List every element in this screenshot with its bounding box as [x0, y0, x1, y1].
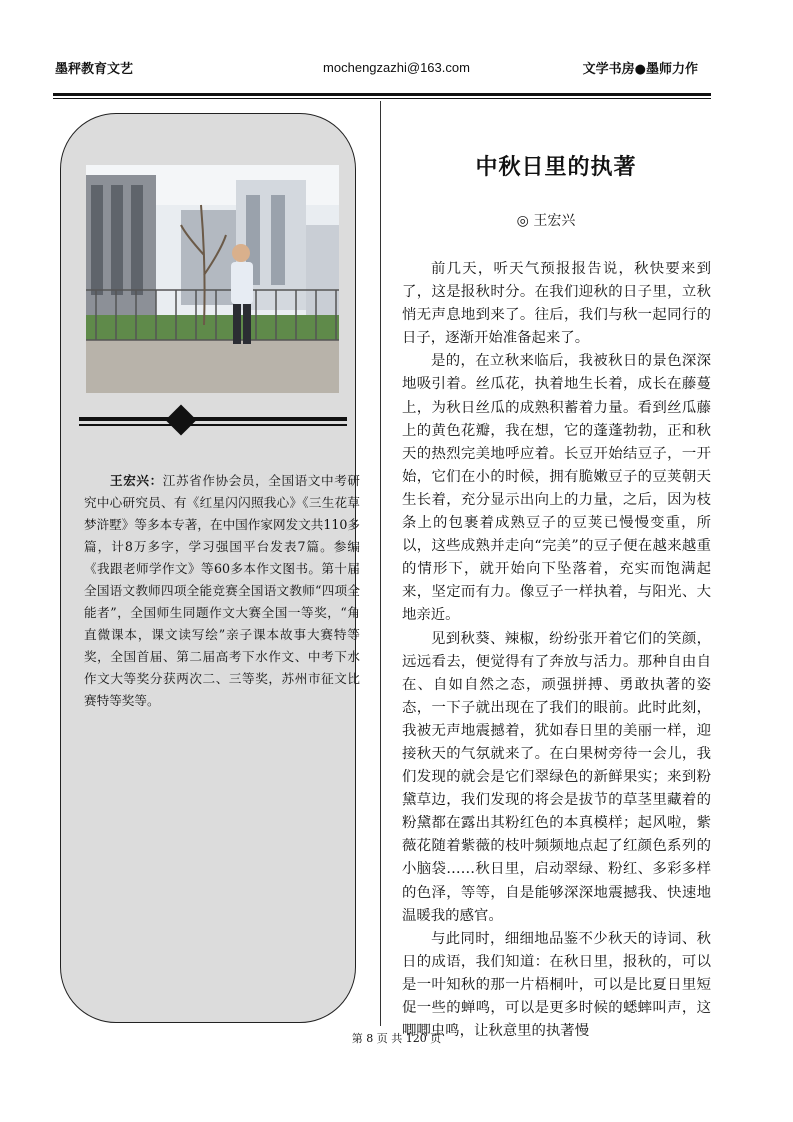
article-body — [402, 258, 711, 1043]
bio-name: 王宏兴： — [110, 473, 163, 488]
page-footer: 第 8 页 共 120 页 — [351, 1032, 442, 1045]
divider-line-thick — [79, 417, 347, 421]
bio-text: 江苏省作协会员，全国语文中考研究中心研究员、有《红星闪闪照我心》《三生花草梦浒墅》等多本专著，在中国作家网发文共110多篇，计8万多字，学习强国平台发表7篇。参编《我跟老师学作文》等60多本作文图书。第十届全国语文教师四项全能竞赛全国语文教师“四项全能者”，全国师生同题作文大赛全国一等奖，“角直微课本，课文读写绘”亲子课本故事大赛特等奖，全国首届、第二届高考下水作文、中考下水作文大等奖分获两次二、三等奖，苏州市征文比赛特等奖等。 — [84, 473, 361, 708]
header-email[interactable]: mochengzazhi@163.com — [323, 60, 470, 75]
paragraph: 与此同时，细细地品鉴不少秋天的诗词、秋日的成语，我们知道：在秋日里，报秋的，可以是一叶知秋的那一片梧桐叶，可以是比夏日里短促一些的蝉鸣，可以是更多时候的蟋蟀叫声，这唧唧虫鸣，让秋意里的执著慢 — [402, 930, 711, 1040]
article-author: ◎ 王宏兴 — [516, 213, 576, 229]
header-rule-thick — [53, 93, 711, 96]
header-left: 墨秤教育文艺 — [55, 62, 134, 77]
paragraph: 见到秋葵、辣椒，纷纷张开着它们的笑颜，远远看去，便觉得有了奔放与活力。那种自由自在、自如自然之态，顽强拼搏、勇敢执著的姿态，一下子就出现在了我们的眼前。此时此刻，我被无声地震撼着，犹如春日里的美丽一样，迎接秋天的气氛就来了。在白果树旁待一会儿，我们发现的就会是它们翠绿色的新鲜果实；来到粉黛草边，我们发现的将会是拔节的草茎里藏着的粉黛都在露出其粉红色的本真模样；起风啦，紫薇花随着紫薇的枝叶频频地点起了红颜色系列的小脑袋……秋日里，启动翠绿、粉红、多彩多样的色泽，等等，自是能够深深地震撼我、快速地温暖我的感官。 — [402, 630, 711, 924]
author-photo — [86, 165, 339, 393]
header-rule-thin — [53, 98, 711, 99]
author-bio — [84, 470, 360, 712]
paragraph: 是的，在立秋来临后，我被秋日的景色深深地吸引着。丝瓜花，执着地生长着，成长在藤蔓上，为秋日丝瓜的成熟积蓄着力量。看到丝瓜藤上的黄色花瓣，我在想，它的蓬蓬勃勃，正和秋天的热烈完美地呼应着。长豆开始结豆子，一开始，它们在小的时候，拥有脆嫩豆子的豆荚朝天生长着，充分显示出向上的力量，之后，因为枝条上的包裹着成熟豆子的豆荚已慢慢变重，所以，这些成熟并走向“完美”的豆子便在越来越重的情形下，就开始向下坠落着，充实而饱满起来，坚定而有力。像豆子一样执着，与阳光、大地亲近。 — [402, 353, 711, 624]
divider-line-thin — [79, 424, 347, 426]
column-divider — [380, 101, 381, 1026]
paragraph: 前几天，听天气预报报告说，秋快要来到了，这是报秋时分。在我们迎秋的日子里，立秋悄无声息地到来了。往后，我们与秋一起同行的日子，逐渐开始准备起来了。 — [402, 261, 711, 347]
header-right: 文学书房●墨师力作 — [582, 62, 698, 77]
article-title: 中秋日里的执著 — [475, 155, 637, 180]
